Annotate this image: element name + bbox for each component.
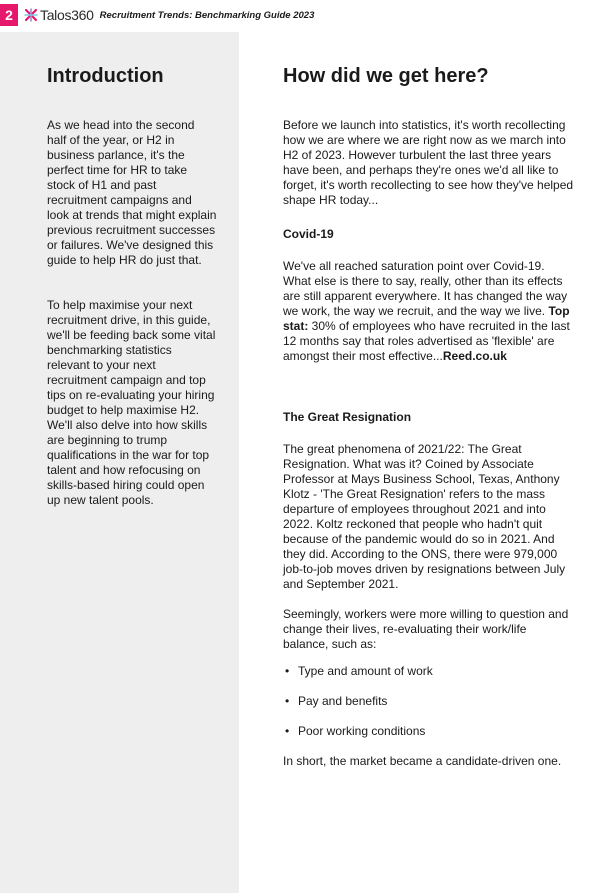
introduction-heading: Introduction [47,65,164,87]
great-resignation-heading: The Great Resignation [283,410,412,424]
talos360-logo [24,7,94,23]
list-item: • Poor working conditions [283,724,575,739]
document-title: Recruitment Trends: Benchmarking Guide 2023 [99,9,315,21]
talos-star-icon [24,8,38,22]
list-item: • Type and amount of work [283,664,575,679]
covid-paragraph [283,259,575,364]
resignation-reasons-list [283,664,575,739]
article-intro: Before we launch into statistics, it's worth recollecting how we are where we are right now as we march into H2 of 2023. However turbulent the last three years have been, and perhaps they're ones we'd all like to forget, it's worth recollecting to see how they've helped shape HR today... [283,118,574,207]
reed-source: Reed.co.uk [442,349,507,363]
introduction-section [47,32,217,508]
great-resignation-paragraph-1: The great phenomena of 2021/22: The Great Resignation. What was it? Coined by Associate Professor at Mays Business School, Texas, Anthony Klotz - 'The Great Resignation' refers to the mass departure of employees throughout 2021 and into 2022. Koltz reckoned that people who hadn't quit because of the pandemic would do so in 2021. And they did. According to the ONS, there were 979,000 job-to-job moves driven by resignations between July and September 2021. [283,442,566,591]
introduction-paragraph-2: To help maximise your next recruitment drive, in this guide, we'll be feeding back some vital benchmarking statistics relevant to your next recruitment campaign and top tips on re-evaluating your hiring budget to help maximise H2. We'll also delve into how skills are beginning to trump qualifications in the war for top talent and how refocusing on skills-based hiring could open up new talent pools. [47,298,216,507]
covid-heading: Covid-19 [283,227,334,241]
page-header [0,0,616,30]
closing-paragraph: In short, the market became a candidate-driven one. [283,754,562,768]
list-item: • Pay and benefits [283,694,575,709]
logo-text: Talos360 [40,7,94,23]
introduction-paragraph-1: As we head into the second half of the year, or H2 in business parlance, it's the perfect time for HR to take stock of H1 and past recruitment campaigns and look at trends that might explain previous recruitment successes or failures. We've designed this guide to help HR do just that. [47,118,217,267]
top-stat-label: Top stat: [283,304,570,333]
great-resignation-paragraph-2: Seemingly, workers were more willing to question and change their lives, re-evaluating their work/life balance, such as: [283,607,569,651]
covid-text-1: We've all reached saturation point over Covid-19. What else is there to say, really, other than its effects are still apparent everywhere. It has changed the way we work, the way we recruit, and the way we live. [283,259,568,318]
covid-text-2: 30% of employees who have recruited in the last 12 months say that roles advertised as 'flexible' are amongst their most effective... [283,319,570,363]
article-heading: How did we get here? [283,65,489,87]
main-article [283,32,575,769]
page-number-badge: 2 [0,4,18,26]
